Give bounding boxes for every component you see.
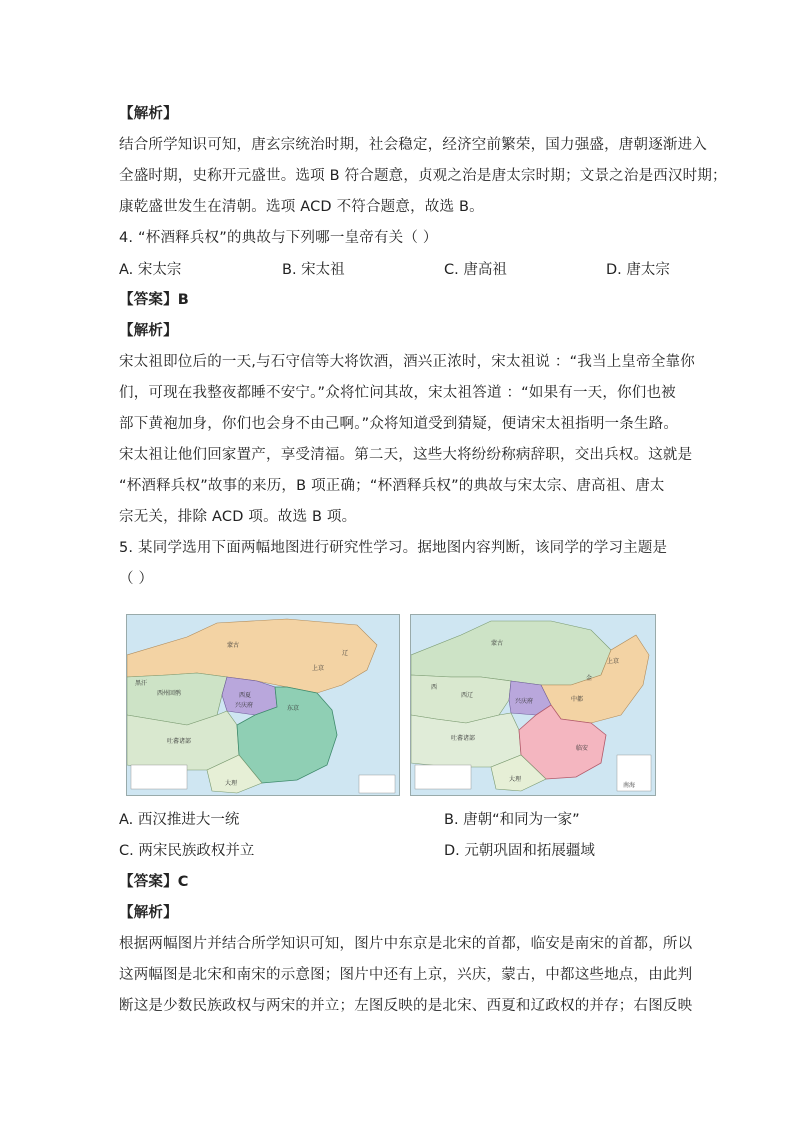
analysis-header: 【解析】 [119, 106, 178, 122]
analysis-line: 这两幅图是北宋和南宋的示意图；图片中还有上京，兴庆，蒙古，中都这些地点，由此判 [119, 967, 693, 983]
map-label: 黑汗 [135, 680, 148, 687]
map-label: 兴庆府 [235, 702, 254, 709]
q4-option-c: C. 唐高祖 [444, 262, 507, 278]
map-label: 东京 [287, 705, 300, 712]
analysis-line: 们，可现在我整夜都睡不安宁。”众将忙问其故，宋太祖答道 ：“如果有一天，你们也被 [119, 385, 676, 401]
question-5-stem-cont: （ ） [119, 571, 154, 587]
map-label: 蒙古 [491, 640, 504, 647]
q5-option-a: A. 西汉推进大一统 [119, 812, 240, 828]
inset-box [359, 775, 395, 793]
legend-box [415, 765, 471, 789]
analysis-line: 断这是少数民族政权与两宋的并立；左图反映的是北宋、西夏和辽政权的并存；右图反映 [119, 998, 693, 1014]
map-label: 金 [586, 675, 593, 682]
analysis-line: 全盛时期，史称开元盛世。选项 B 符合题意，贞观之治是唐太宗时期；文景之治是西汉时期； [119, 168, 727, 184]
analysis-line: 结合所学知识可知，唐玄宗统治时期，社会稳定，经济空前繁荣，国力强盛，唐朝逐渐进入 [119, 137, 707, 153]
legend-box [131, 765, 187, 789]
analysis-line: 宋太祖让他们回家置产，享受清福。第二天，这些大将纷纷称病辞职，交出兵权。这就是 [119, 447, 693, 463]
q4-answer: 【答案】B [119, 292, 190, 308]
question-4-stem: 4. “杯酒释兵权”的典故与下列哪一皇帝有关（ ） [119, 230, 438, 246]
q4-option-a: A. 宋太宗 [119, 262, 182, 278]
map-label: 上京 [607, 658, 620, 665]
question-5-stem: 5. 某同学选用下面两幅地图进行研究性学习。据地图内容判断，该同学的学习主题是 [119, 540, 668, 556]
map-label: 蒙古 [227, 642, 240, 649]
map-label: 辽 [342, 650, 349, 657]
analysis-line: 部下黄袍加身，你们也会身不由己啊。”众将知道受到猜疑，便请宋太祖指明一条生路。 [119, 416, 679, 432]
q5-option-d: D. 元朝巩固和拓展疆域 [444, 843, 595, 859]
map-label: 西夏 [239, 692, 252, 699]
left-map-graphic [127, 615, 399, 795]
analysis-line: 宗无关，排除 ACD 项。故选 B 项。 [119, 509, 357, 525]
q4-option-d: D. 唐太宗 [606, 262, 670, 278]
q5-answer: 【答案】C [119, 874, 189, 890]
map-label: 大理 [225, 780, 238, 787]
analysis-line: 根据两幅图片并结合所学知识可知，图片中东京是北宋的首都，临安是南宋的首都，所以 [119, 936, 693, 952]
map-label: 临安 [576, 745, 589, 752]
map-label: 西 [431, 684, 438, 691]
analysis-line: “杯酒释兵权”故事的来历，B 项正确；“杯酒释兵权”的典故与宋太宗、唐高祖、唐太 [119, 478, 665, 494]
map-label: 兴庆府 [515, 698, 534, 705]
map-label: 西州回鹘 [157, 690, 182, 697]
right-map-graphic [411, 615, 655, 795]
q5-analysis-header: 【解析】 [119, 905, 178, 921]
map-label: 上京 [312, 665, 325, 672]
q4-option-b: B. 宋太祖 [282, 262, 345, 278]
map-label: 南海 [623, 782, 636, 789]
q5-option-c: C. 两宋民族政权并立 [119, 843, 255, 859]
left-map-northern-song [126, 614, 400, 796]
analysis-line: 宋太祖即位后的一天,与石守信等大将饮酒，酒兴正浓时，宋太祖说 ：“我当上皇帝全靠你 [119, 354, 695, 370]
map-label: 吐蕃诸部 [167, 738, 192, 745]
analysis-line: 康乾盛世发生在清朝。选项 ACD 不符合题意，故选 B。 [119, 199, 484, 215]
q4-analysis-header: 【解析】 [119, 323, 178, 339]
q5-option-b: B. 唐朝“和同为一家” [444, 812, 580, 828]
map-label: 吐蕃诸部 [451, 735, 476, 742]
right-map-southern-song [410, 614, 656, 796]
map-label: 中都 [571, 696, 584, 703]
map-label: 西辽 [461, 692, 474, 699]
map-label: 大理 [509, 776, 522, 783]
